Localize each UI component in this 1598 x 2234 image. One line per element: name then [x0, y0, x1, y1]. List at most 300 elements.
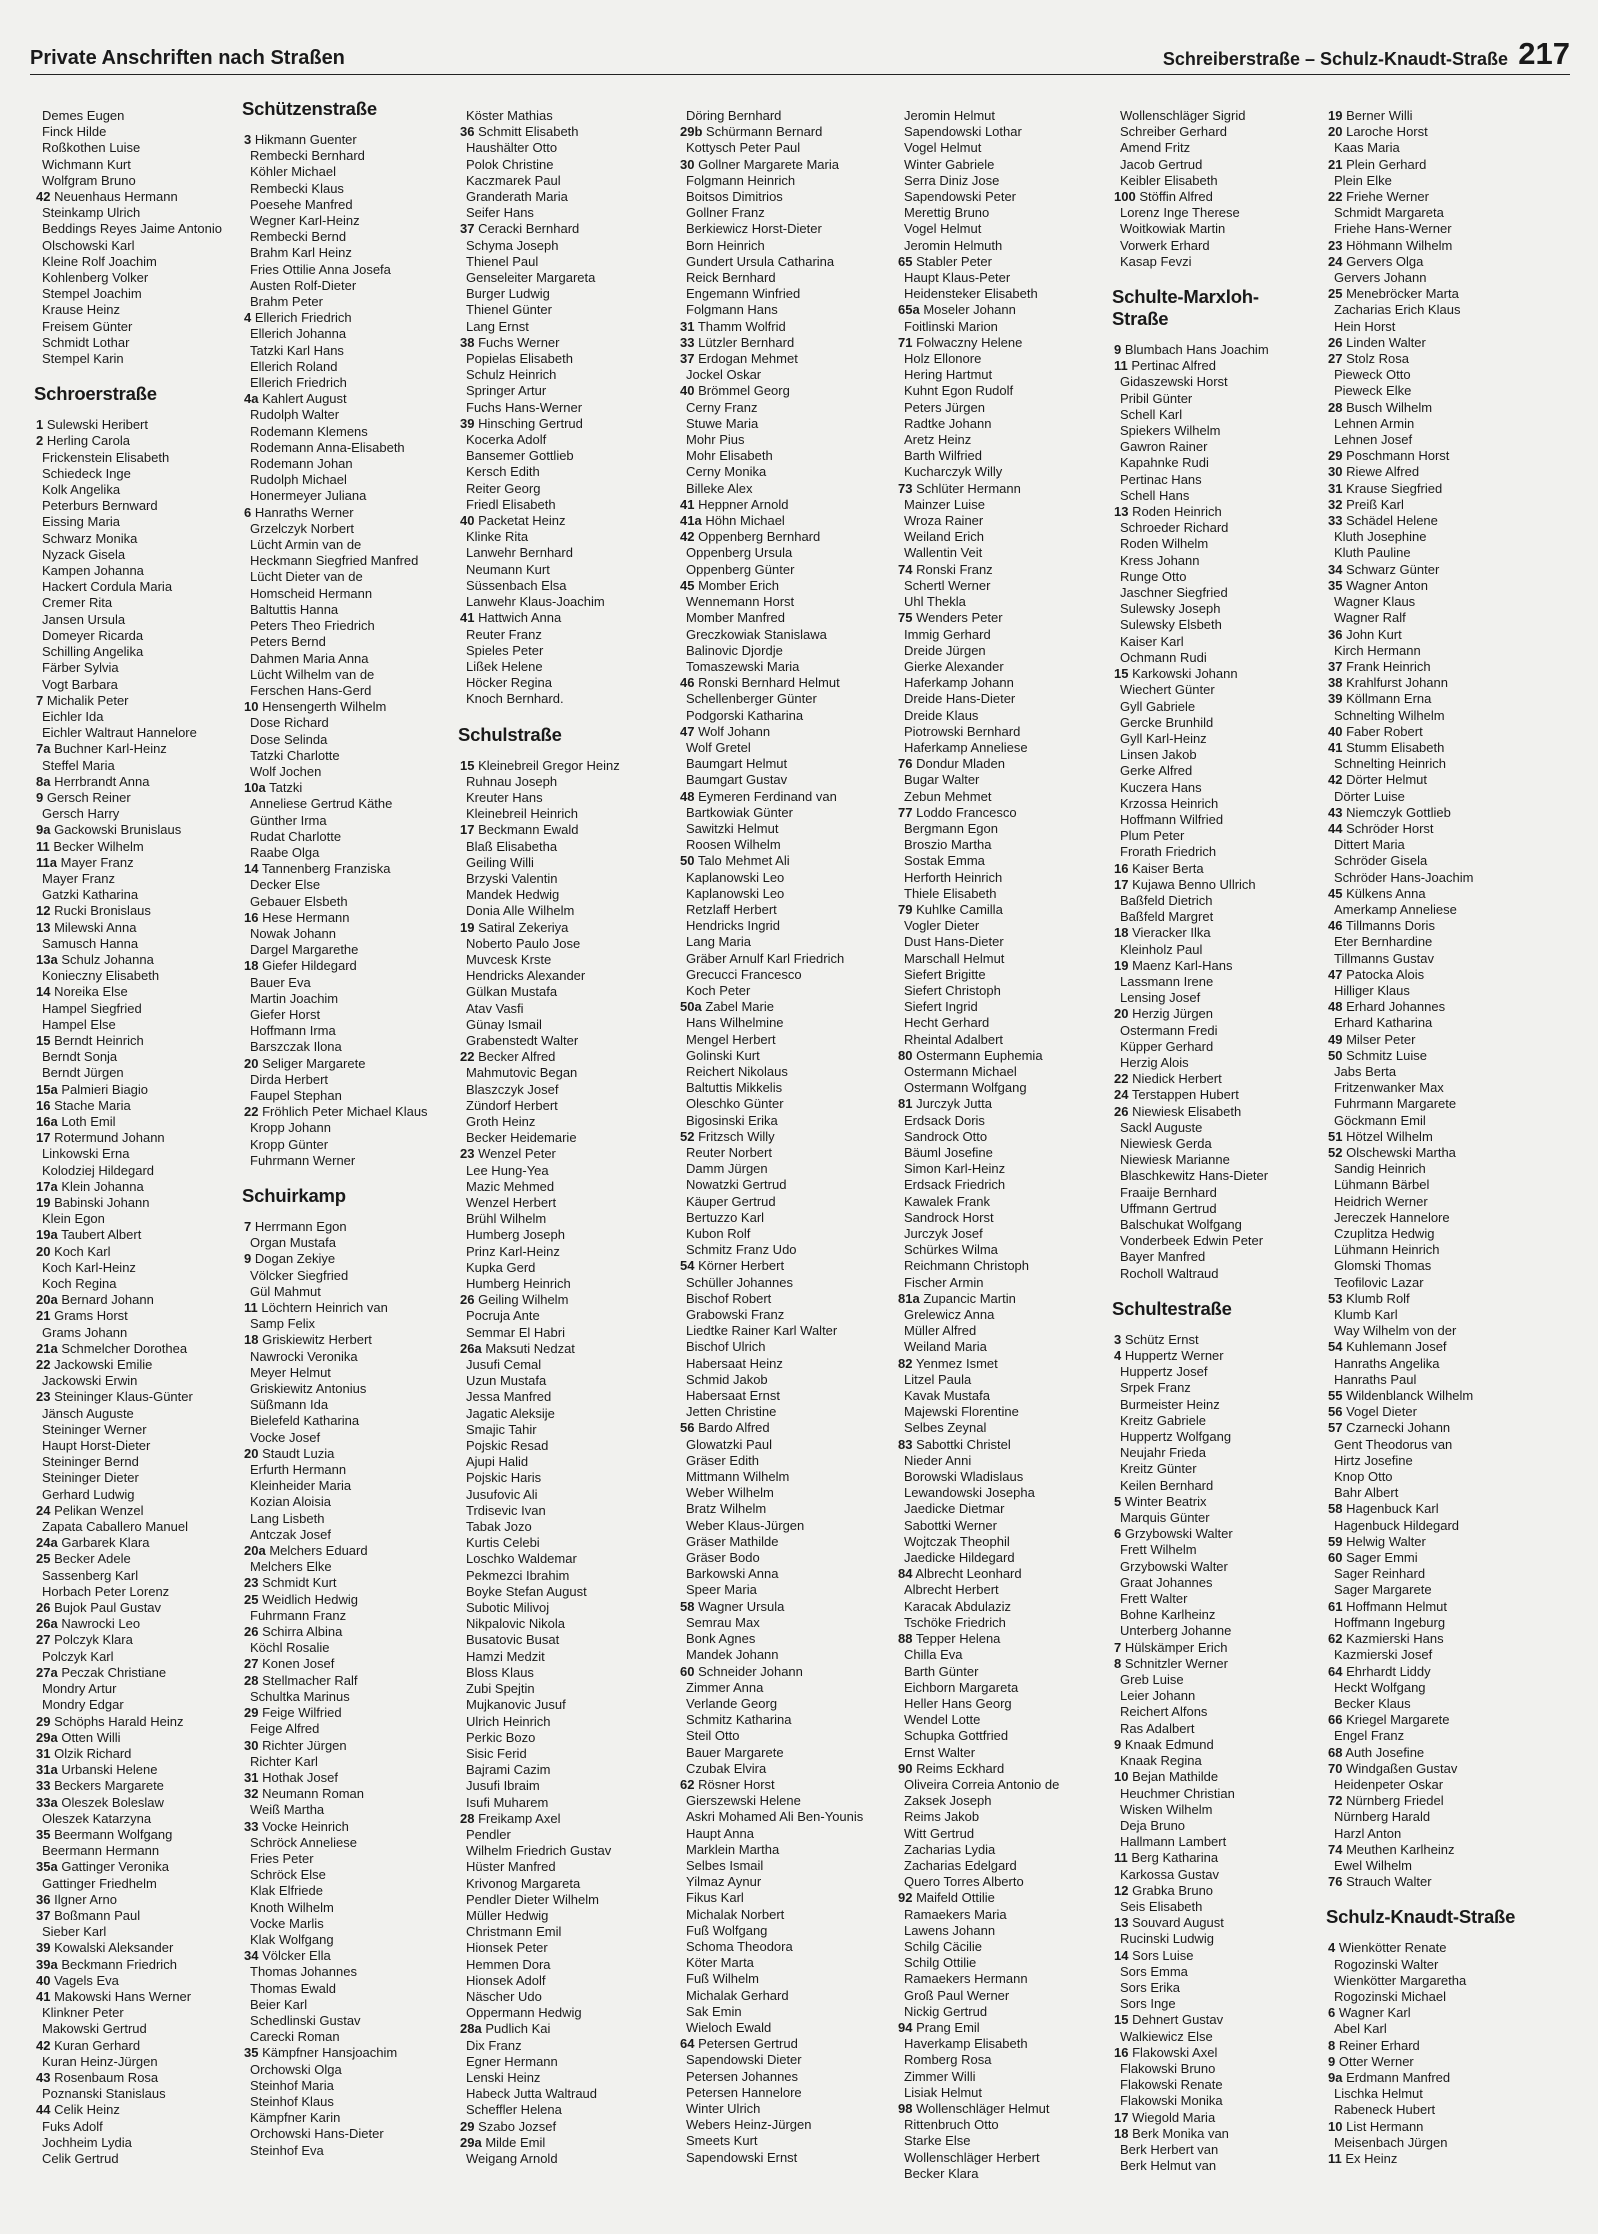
resident-name: Kuran Heinz-Jürgen: [42, 2053, 158, 2069]
resident-entry: [680, 643, 880, 659]
resident-entry: [898, 1210, 1098, 1226]
resident-name: Klein Egon: [42, 1211, 105, 1227]
resident-name: Krzossa Heinrich: [1120, 795, 1219, 811]
resident-name: Brühl Wilhelm: [466, 1211, 547, 1227]
resident-entry: [1328, 1566, 1568, 1582]
resident-name: Erdsack Friedrich: [904, 1177, 1006, 1193]
resident-name: Rembecki Bernd: [250, 229, 347, 245]
resident-entry: [36, 1098, 232, 1114]
resident-entry: [1114, 536, 1314, 552]
resident-entry: [680, 772, 880, 788]
resident-name: Jusufovic Ali: [466, 1486, 538, 1502]
resident-entry: [1328, 416, 1568, 432]
resident-name: Pojskic Resad: [466, 1438, 549, 1454]
resident-name: Kreitz Gabriele: [1120, 1412, 1206, 1428]
resident-name: Schürmann Bernard: [706, 124, 823, 140]
resident-name: Retzlaff Herbert: [686, 901, 777, 917]
resident-entry: [1114, 1623, 1314, 1639]
resident-entry: [1328, 870, 1568, 886]
resident-name: Kazmierski Hans: [1346, 1631, 1444, 1647]
resident-name: Ostermann Euphemia: [916, 1047, 1043, 1063]
resident-name: Wollenschläger Helmut: [916, 2100, 1050, 2116]
resident-entry: [680, 1615, 880, 1631]
resident-name: Otter Werner: [1338, 2053, 1414, 2069]
resident-name: Schnitzler Werner: [1124, 1655, 1228, 1671]
resident-name: Carecki Roman: [250, 2029, 340, 2045]
resident-name: Grams Horst: [54, 1308, 128, 1324]
resident-entry: [898, 238, 1098, 254]
resident-name: Stolz Rosa: [1346, 351, 1409, 367]
resident-entry: [680, 902, 880, 918]
resident-entry: [680, 1372, 880, 1388]
house-number: 34: [1328, 561, 1343, 577]
resident-name: Kavak Mustafa: [904, 1388, 990, 1404]
resident-entry: [1328, 1015, 1568, 1031]
resident-entry: [898, 1437, 1098, 1453]
resident-entry: [1114, 1510, 1314, 1526]
resident-entry: [460, 1503, 660, 1519]
resident-entry: [1328, 724, 1568, 740]
resident-name: Buchner Karl-Heinz: [54, 741, 167, 757]
resident-entry: [680, 675, 880, 691]
resident-name: Pelikan Wenzel: [54, 1502, 144, 1518]
resident-name: Bajrami Cazim: [466, 1762, 551, 1778]
resident-entry: [680, 1161, 880, 1177]
resident-entry: [244, 926, 444, 942]
house-number: 9a: [1328, 2069, 1343, 2085]
resident-name: Pieweck Elke: [1334, 383, 1412, 399]
resident-name: Beckmann Ewald: [478, 822, 579, 838]
resident-entry: [460, 903, 660, 919]
resident-name: Staudt Luzia: [262, 1445, 335, 1461]
resident-name: Brahm Peter: [250, 294, 323, 310]
resident-entry: [244, 1802, 444, 1818]
resident-name: Barkowski Anna: [686, 1566, 779, 1582]
resident-entry: [680, 1566, 880, 1582]
resident-name: Faber Robert: [1346, 723, 1423, 739]
resident-name: Habersaat Heinz: [686, 1355, 783, 1371]
resident-name: Vocke Josef: [250, 1429, 321, 1445]
resident-name: Maenz Karl-Hans: [1132, 957, 1233, 973]
resident-entry: [680, 1761, 880, 1777]
resident-name: Golinski Kurt: [686, 1047, 760, 1063]
house-number: 72: [1328, 1793, 1343, 1809]
resident-entry: [680, 157, 880, 173]
resident-name: Beckmann Friedrich: [61, 1956, 177, 1972]
resident-name: Gattinger Veronika: [61, 1859, 170, 1875]
resident-name: Lewandowski Josepha: [904, 1485, 1035, 1501]
resident-name: Flakowski Monika: [1120, 2093, 1223, 2109]
resident-name: Linkowski Erna: [42, 1146, 130, 1162]
resident-entry: [898, 2166, 1098, 2182]
resident-entry: [460, 108, 660, 124]
resident-entry: [36, 498, 232, 514]
resident-name: Nürnberg Friedel: [1346, 1793, 1444, 1809]
house-number: 33: [680, 334, 695, 350]
resident-entry: [898, 951, 1098, 967]
resident-entry: [898, 708, 1098, 724]
resident-name: Ronski Bernhard Helmut: [698, 675, 840, 691]
resident-name: Noreika Else: [54, 984, 128, 1000]
resident-entry: [1328, 1145, 1568, 1161]
house-number: 13a: [36, 951, 58, 967]
resident-name: Richter Jürgen: [262, 1737, 347, 1753]
house-number: 17: [36, 1130, 51, 1146]
resident-entry: [1114, 1850, 1314, 1866]
resident-name: Ellerich Friedrich: [250, 375, 347, 391]
resident-name: Hecht Gerhard: [904, 1015, 990, 1031]
resident-entry: [680, 1745, 880, 1761]
resident-entry: [1328, 302, 1568, 318]
resident-entry: [680, 2117, 880, 2133]
resident-name: Sors Inge: [1120, 1996, 1176, 2012]
resident-name: Schlüter Hermann: [916, 480, 1021, 496]
resident-entry: [244, 310, 444, 326]
house-number: 18: [1114, 2125, 1129, 2141]
resident-entry: [244, 1153, 444, 1169]
house-number: 17: [460, 822, 475, 838]
resident-name: Stempel Joachim: [42, 286, 142, 302]
resident-entry: [460, 887, 660, 903]
resident-entry: [1328, 108, 1568, 124]
resident-entry: [898, 1469, 1098, 1485]
resident-name: Sapendowski Peter: [904, 189, 1017, 205]
resident-entry: [460, 822, 660, 838]
resident-name: Schöphs Harald Heinz: [54, 1713, 184, 1729]
resident-entry: [680, 1793, 880, 1809]
resident-entry: [1114, 1039, 1314, 1055]
resident-name: Steininger Klaus-Günter: [54, 1389, 193, 1405]
resident-name: Tomaszewski Maria: [686, 658, 800, 674]
resident-entry: [244, 1511, 444, 1527]
resident-name: Kaiser Berta: [1132, 860, 1204, 876]
resident-entry: [898, 934, 1098, 950]
resident-name: Ostermann Fredi: [1120, 1022, 1218, 1038]
resident-name: Rabeneck Hubert: [1334, 2102, 1436, 2118]
resident-name: Haupt Horst-Dieter: [42, 1438, 151, 1454]
resident-name: Wennemann Horst: [686, 594, 795, 610]
resident-entry: [1114, 1233, 1314, 1249]
resident-name: Selbes Ismail: [686, 1857, 764, 1873]
house-number: 62: [680, 1776, 695, 1792]
resident-name: Menebröcker Marta: [1346, 286, 1459, 302]
resident-name: Gül Mahmut: [250, 1283, 321, 1299]
resident-name: Schoma Theodora: [686, 1938, 793, 1954]
resident-name: Kolk Angelika: [42, 482, 121, 498]
resident-name: Nowak Johann: [250, 925, 336, 941]
house-number: 14: [36, 984, 51, 1000]
resident-name: Heidrich Werner: [1334, 1193, 1428, 1209]
resident-name: Knoth Wilhelm: [250, 1899, 334, 1915]
resident-name: Jaschner Siegfried: [1120, 585, 1228, 601]
resident-name: Liedtke Rainer Karl Walter: [686, 1323, 838, 1339]
resident-entry: [898, 886, 1098, 902]
resident-name: Höcker Regina: [466, 675, 552, 691]
resident-entry: [1114, 2093, 1314, 2109]
resident-entry: [1114, 1185, 1314, 1201]
resident-name: Schmidt Margareta: [1334, 205, 1444, 221]
resident-entry: [36, 189, 232, 205]
resident-entry: [1328, 1064, 1568, 1080]
house-number: 1: [36, 417, 44, 433]
house-number: 50: [680, 853, 695, 869]
house-number: 20a: [36, 1292, 58, 1308]
resident-name: Schnelting Wilhelm: [1334, 707, 1445, 723]
resident-name: Askri Mohamed Ali Ben-Younis: [686, 1809, 864, 1825]
resident-name: Kämpfner Hansjoachim: [262, 2045, 398, 2061]
resident-name: Meyer Helmut: [250, 1364, 331, 1380]
resident-name: Becker Wilhelm: [53, 838, 144, 854]
resident-entry: [36, 1341, 232, 1357]
resident-name: Völcker Ella: [262, 1948, 331, 1964]
house-number: 29a: [36, 1729, 58, 1745]
resident-entry: [36, 1049, 232, 1065]
resident-entry: [898, 1485, 1098, 1501]
resident-name: Koch Karl: [54, 1243, 111, 1259]
resident-name: Sager Margarete: [1334, 1582, 1432, 1598]
resident-name: Ewel Wilhelm: [1334, 1857, 1413, 1873]
resident-entry: [1328, 1599, 1568, 1615]
resident-entry: [898, 1323, 1098, 1339]
resident-entry: [680, 1988, 880, 2004]
resident-entry: [460, 936, 660, 952]
resident-name: Ronski Franz: [916, 561, 993, 577]
resident-name: Gräser Mathilde: [686, 1533, 779, 1549]
resident-name: Oppenberg Bernhard: [698, 529, 821, 545]
resident-name: Mazic Mehmed: [466, 1178, 555, 1194]
resident-entry: [244, 1721, 444, 1737]
resident-entry: [1114, 1006, 1314, 1022]
resident-name: Mengel Herbert: [686, 1031, 776, 1047]
resident-name: Wisken Wilhelm: [1120, 1801, 1213, 1817]
resident-entry: [36, 1146, 232, 1162]
resident-entry: [244, 521, 444, 537]
resident-entry: [1114, 2061, 1314, 2077]
resident-name: Gräber Arnulf Karl Friedrich: [686, 950, 845, 966]
resident-entry: [898, 1809, 1098, 1825]
resident-name: Zacharias Erich Klaus: [1334, 302, 1461, 318]
resident-entry: [1114, 1867, 1314, 1883]
resident-name: Kampen Johanna: [42, 563, 144, 579]
resident-entry: [460, 643, 660, 659]
resident-name: Horbach Peter Lorenz: [42, 1583, 170, 1599]
resident-name: Flakowski Axel: [1132, 2044, 1218, 2060]
resident-entry: [460, 1924, 660, 1940]
house-number: 65a: [898, 302, 920, 318]
resident-name: Hionsek Adolf: [466, 1972, 546, 1988]
resident-name: Thienel Paul: [466, 253, 539, 269]
resident-entry: [898, 1307, 1098, 1323]
resident-name: Rucinski Ludwig: [1120, 1931, 1214, 1947]
house-number: 57: [1328, 1420, 1343, 1436]
resident-name: Woitkowiak Martin: [1120, 221, 1226, 237]
resident-name: Spiekers Wilhelm: [1120, 423, 1221, 439]
resident-name: Jurczyk Josef: [904, 1226, 983, 1242]
resident-name: Organ Mustafa: [250, 1235, 336, 1251]
resident-entry: [680, 2069, 880, 2085]
resident-entry: [1328, 1874, 1568, 1890]
resident-name: Hikmann Guenter: [254, 132, 357, 147]
resident-name: Mondry Edgar: [42, 1697, 124, 1713]
resident-name: Ras Adalbert: [1120, 1720, 1195, 1736]
resident-entry: [898, 2004, 1098, 2020]
resident-entry: [244, 1819, 444, 1835]
street-heading: Schroerstraße: [34, 383, 157, 405]
resident-name: Bohne Karlheinz: [1120, 1607, 1216, 1623]
resident-name: Eichler Ida: [42, 708, 104, 724]
resident-name: Kurtis Celebi: [466, 1535, 540, 1551]
resident-name: Austen Rolf-Dieter: [250, 277, 357, 293]
resident-name: Gebauer Elsbeth: [250, 893, 348, 909]
resident-name: Weber Klaus-Jürgen: [686, 1517, 805, 1533]
resident-name: Göckmann Emil: [1334, 1112, 1426, 1128]
resident-entry: [36, 1487, 232, 1503]
resident-name: Olzik Richard: [54, 1745, 132, 1761]
directory-column: [36, 108, 232, 2167]
resident-entry: [244, 1381, 444, 1397]
resident-entry: [1328, 789, 1568, 805]
resident-name: Bayer Manfred: [1120, 1249, 1206, 1265]
resident-name: Rogozinski Michael: [1334, 1988, 1446, 2004]
resident-entry: [244, 1997, 444, 2013]
resident-name: Olschewski Martha: [1346, 1145, 1456, 1160]
resident-name: Becker Heidemarie: [466, 1130, 577, 1146]
resident-entry: [898, 1582, 1098, 1598]
resident-name: Hanraths Angelika: [1334, 1355, 1440, 1371]
resident-name: Bloss Klaus: [466, 1664, 534, 1680]
resident-entry: [1114, 1688, 1314, 1704]
resident-entry: [1328, 1973, 1568, 1989]
resident-entry: [460, 1017, 660, 1033]
resident-name: Michalak Gerhard: [686, 1987, 789, 2003]
resident-entry: [36, 1568, 232, 1584]
house-number: 7: [244, 1219, 252, 1234]
resident-entry: [1328, 1680, 1568, 1696]
house-number: 29a: [460, 2134, 482, 2150]
resident-entry: [680, 173, 880, 189]
house-number: 68: [1328, 1744, 1343, 1760]
resident-entry: [898, 805, 1098, 821]
resident-name: Freisem Günter: [42, 318, 133, 334]
resident-name: Meisenbach Jürgen: [1334, 2134, 1448, 2150]
resident-entry: [460, 1146, 660, 1162]
resident-name: Vocke Heinrich: [262, 1818, 349, 1834]
house-number: 33a: [36, 1794, 58, 1810]
house-number: 56: [680, 1420, 695, 1436]
resident-entry: [36, 644, 232, 660]
resident-name: Klein Johanna: [61, 1178, 144, 1194]
resident-entry: [1328, 481, 1568, 497]
resident-name: Reims Eckhard: [916, 1760, 1005, 1776]
resident-name: Czubak Elvira: [686, 1760, 767, 1776]
resident-name: Schnelting Heinrich: [1334, 756, 1447, 772]
resident-name: Bonk Agnes: [686, 1631, 756, 1647]
resident-name: Born Heinrich: [686, 237, 765, 253]
resident-name: Loddo Francesco: [916, 804, 1017, 820]
resident-name: Keibler Elisabeth: [1120, 172, 1218, 188]
resident-name: Sackl Auguste: [1120, 1119, 1203, 1135]
resident-name: Fuhrmann Werner: [250, 1152, 356, 1168]
house-number: 24a: [36, 1535, 58, 1551]
resident-name: Stempel Karin: [42, 351, 124, 367]
resident-entry: [36, 1227, 232, 1243]
resident-entry: [898, 383, 1098, 399]
resident-entry: [460, 416, 660, 432]
resident-entry: [244, 1738, 444, 1754]
resident-name: Bratz Wilhelm: [686, 1501, 767, 1517]
resident-name: Heckt Wolfgang: [1334, 1679, 1426, 1695]
house-number: 76: [1328, 1874, 1343, 1890]
resident-entry: [680, 2085, 880, 2101]
resident-entry: [898, 1275, 1098, 1291]
resident-entry: [460, 1551, 660, 1567]
house-number: 39a: [36, 1956, 58, 1972]
resident-name: Becker Klara: [904, 2165, 979, 2181]
house-number: 22: [36, 1357, 51, 1373]
resident-name: Krause Heinz: [42, 302, 121, 318]
resident-name: Kuhlemann Josef: [1346, 1339, 1447, 1355]
directory-column: [242, 98, 444, 2159]
resident-entry: [680, 1437, 880, 1453]
house-number: 90: [898, 1760, 913, 1776]
resident-entry: [1114, 1478, 1314, 1494]
resident-name: Ostermann Wolfgang: [904, 1080, 1027, 1096]
resident-entry: [36, 1163, 232, 1179]
resident-entry: [898, 1615, 1098, 1631]
resident-entry: [244, 1413, 444, 1429]
resident-entry: [460, 855, 660, 871]
resident-entry: [680, 1388, 880, 1404]
resident-name: Bischof Ulrich: [686, 1339, 766, 1355]
resident-name: Kaczmarek Paul: [466, 172, 561, 188]
house-number: 39: [1328, 691, 1343, 707]
resident-entry: [460, 1325, 660, 1341]
resident-entry: [1114, 2126, 1314, 2142]
resident-entry: [1114, 488, 1314, 504]
resident-name: Stuwe Maria: [686, 415, 759, 431]
resident-entry: [1114, 1915, 1314, 1931]
resident-name: Pocruja Ante: [466, 1308, 540, 1324]
resident-entry: [244, 1964, 444, 1980]
resident-name: Ellerich Johanna: [250, 326, 347, 342]
resident-entry: [898, 1177, 1098, 1193]
resident-entry: [244, 1056, 444, 1072]
resident-entry: [898, 189, 1098, 205]
resident-name: Springer Artur: [466, 383, 547, 399]
resident-name: Gierke Alexander: [904, 658, 1004, 674]
resident-name: Demes Eugen: [42, 108, 125, 123]
resident-name: Koch Karl-Heinz: [42, 1259, 136, 1275]
resident-name: Bejan Mathilde: [1132, 1769, 1219, 1785]
resident-entry: [680, 2150, 880, 2166]
house-number: 9: [36, 789, 44, 805]
resident-name: Loschko Waldemar: [466, 1551, 577, 1567]
resident-entry: [1114, 909, 1314, 925]
resident-name: Gent Theodorus van: [1334, 1436, 1453, 1452]
resident-name: Seliger Margarete: [262, 1055, 366, 1071]
resident-entry: [460, 1308, 660, 1324]
resident-name: Kasap Fevzi: [1120, 253, 1192, 269]
resident-name: Rudolph Michael: [250, 472, 347, 488]
resident-entry: [1114, 974, 1314, 990]
resident-entry: [460, 205, 660, 221]
resident-entry: [1114, 699, 1314, 715]
resident-entry: [680, 1307, 880, 1323]
resident-entry: [898, 2150, 1098, 2166]
resident-name: Frank Heinrich: [1346, 658, 1431, 674]
directory-column: [1328, 108, 1568, 2167]
resident-name: Eissing Maria: [42, 514, 121, 530]
